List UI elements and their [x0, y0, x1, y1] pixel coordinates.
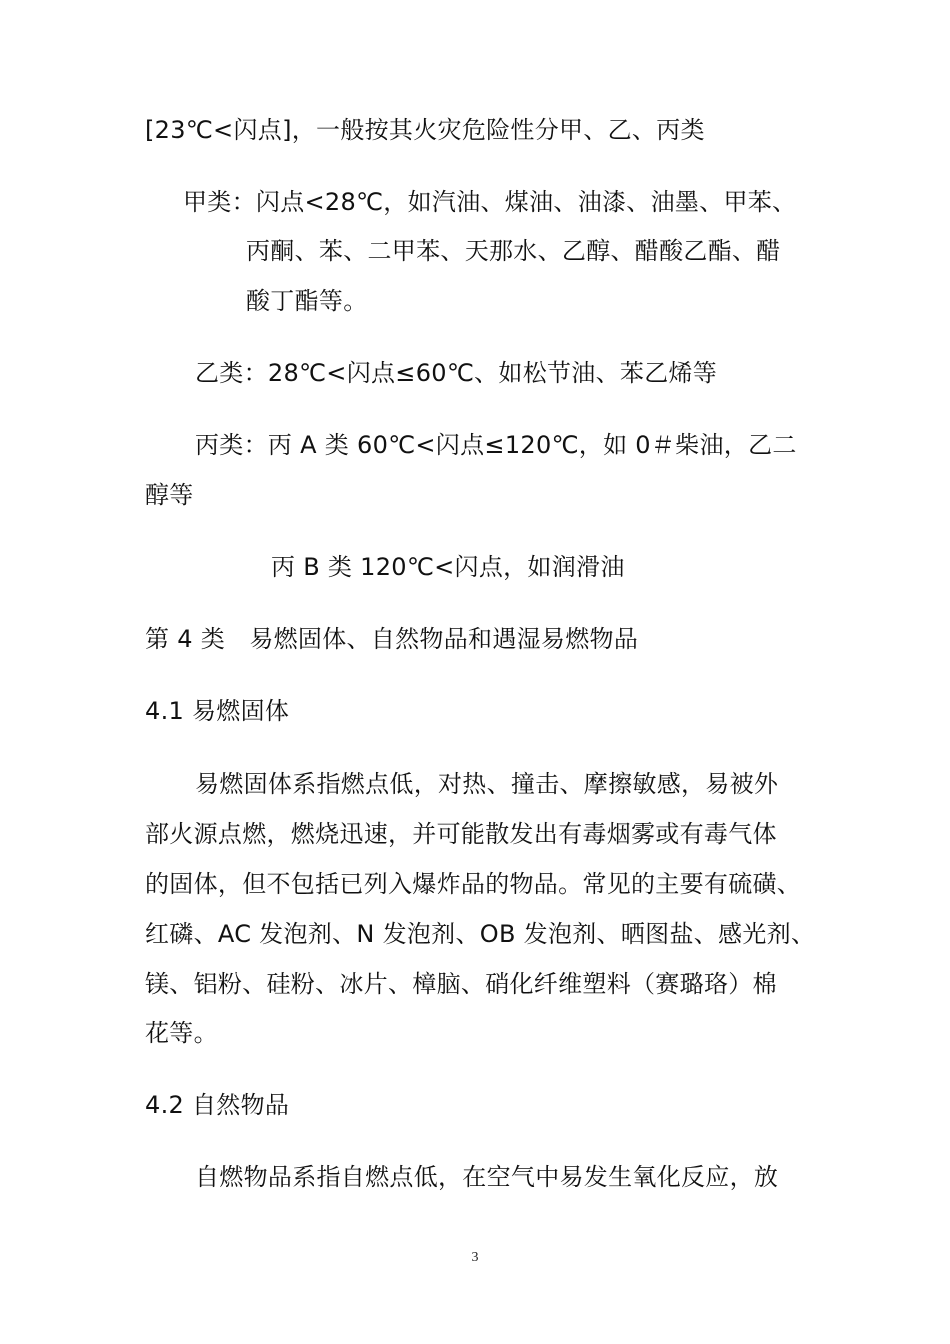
text-line: 自燃物品系指自燃点低，在空气中易发生氧化反应，放 [195, 1163, 779, 1191]
page-number: 3 [471, 1250, 479, 1265]
text-line: 部火源点燃，燃烧迅速，并可能散发出有毒烟雾或有毒气体 [145, 820, 777, 848]
text-line: 丙酮、苯、二甲苯、天那水、乙醇、醋酸乙酯、醋 [246, 237, 781, 265]
text-line: 的固体，但不包括已列入爆炸品的物品。常见的主要有硫磺、 [145, 870, 802, 898]
text-line: 丙 B 类 120℃<闪点，如润滑油 [271, 553, 625, 581]
text-line: [23℃<闪点]，一般按其火灾危险性分甲、乙、丙类 [145, 116, 705, 144]
text-line: 乙类：28℃<闪点≤60℃、如松节油、苯乙烯等 [195, 359, 718, 387]
section-heading: 第 4 类 易燃固体、自然物品和遇湿易燃物品 [145, 625, 639, 653]
text-line: 甲类：闪点<28℃，如汽油、煤油、油漆、油墨、甲苯、 [183, 188, 797, 216]
text-line: 易燃固体系指燃点低，对热、撞击、摩擦敏感，易被外 [195, 770, 779, 798]
text-line: 丙类：丙 A 类 60℃<闪点≤120℃，如 0＃柴油，乙二 [195, 431, 797, 459]
text-line: 酸丁酯等。 [246, 287, 368, 315]
text-line: 红磷、AC 发泡剂、N 发泡剂、OB 发泡剂、晒图盐、感光剂、 [145, 920, 816, 948]
subsection-heading: 4.1 易燃固体 [145, 697, 290, 725]
text-line: 镁、铝粉、硅粉、冰片、樟脑、硝化纤维塑料（赛璐珞）棉 [145, 970, 777, 998]
subsection-heading: 4.2 自然物品 [145, 1091, 290, 1119]
text-line: 醇等 [145, 481, 194, 509]
text-line: 花等。 [145, 1019, 218, 1047]
